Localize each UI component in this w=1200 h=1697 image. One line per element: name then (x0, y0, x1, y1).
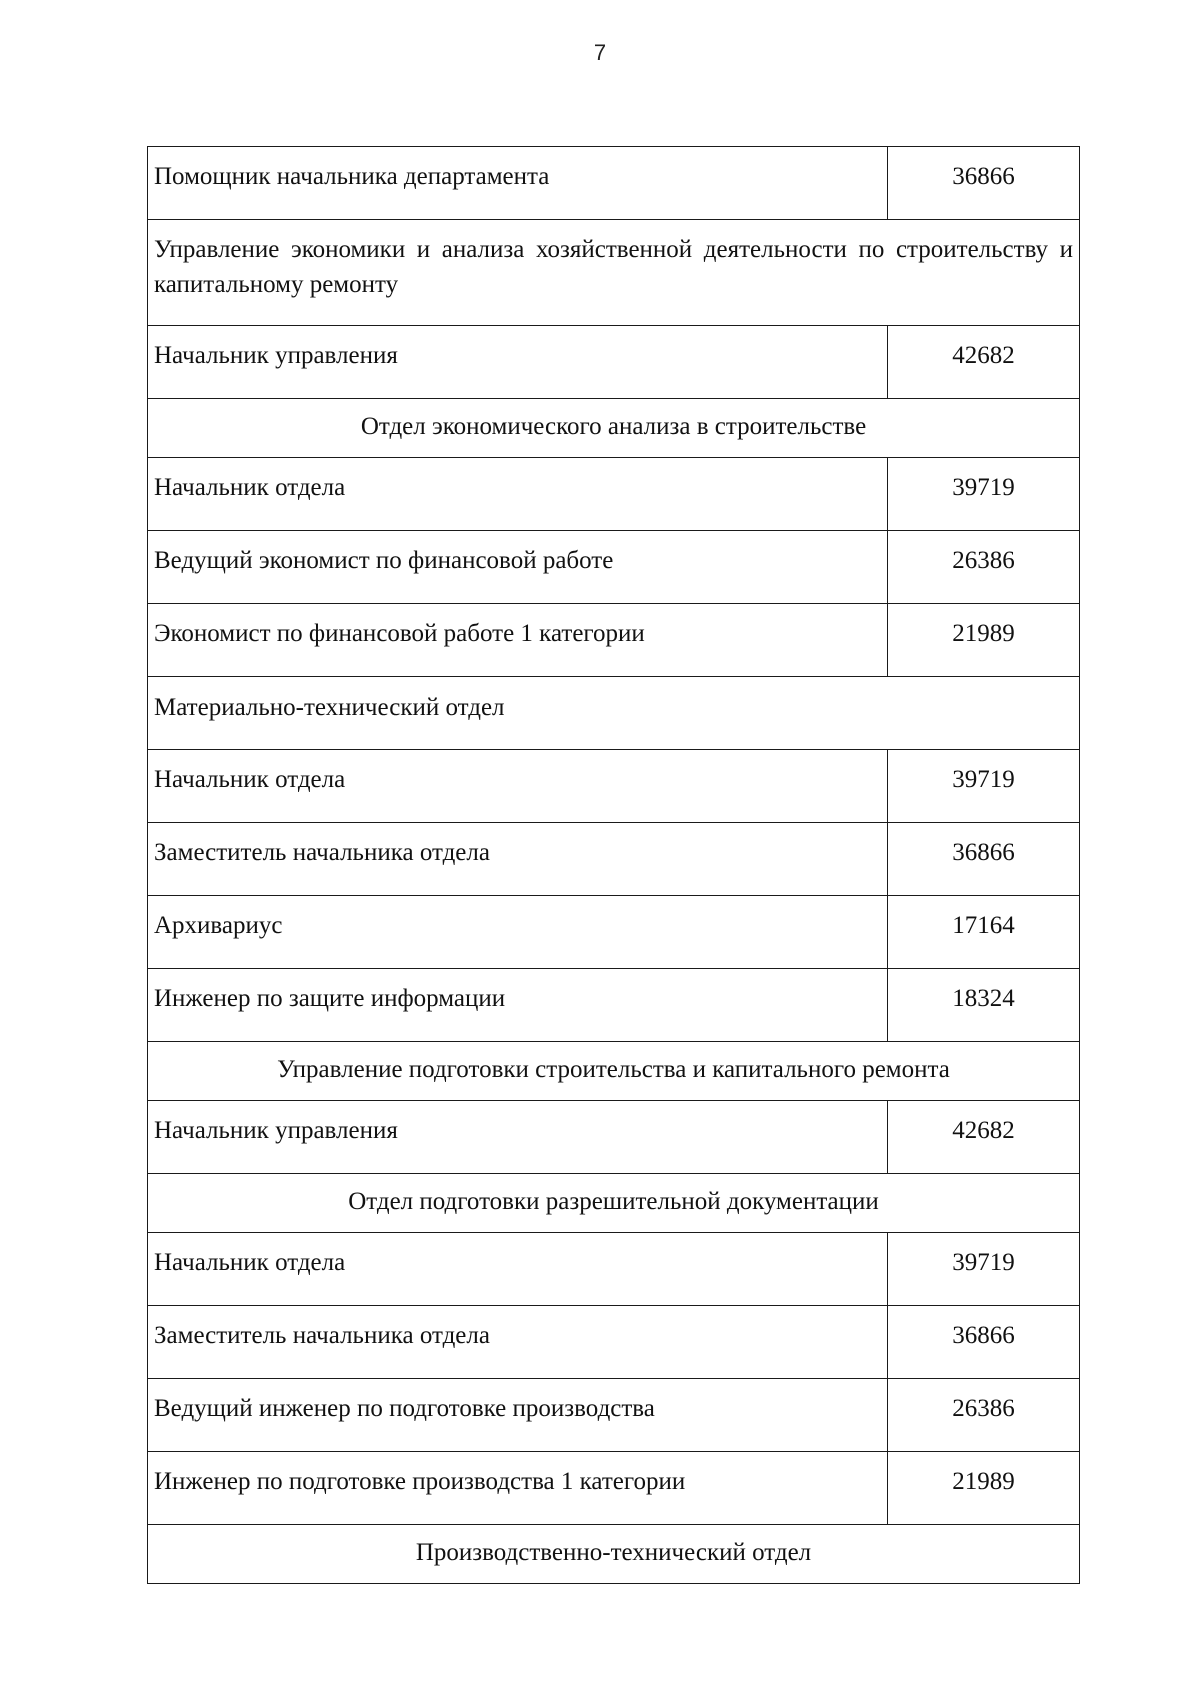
table-row (148, 896, 1080, 969)
table-row (148, 750, 1080, 823)
table-row (148, 531, 1080, 604)
position-salary: 39719 (888, 750, 1080, 823)
section-row (148, 677, 1080, 750)
section-row (148, 220, 1080, 326)
position-title: Заместитель начальника отдела (148, 823, 888, 896)
position-salary: 21989 (888, 604, 1080, 677)
position-salary: 21989 (888, 1452, 1080, 1525)
position-title: Ведущий экономист по финансовой работе (148, 531, 888, 604)
position-salary: 26386 (888, 1379, 1080, 1452)
position-title: Начальник отдела (148, 750, 888, 823)
section-title-text: Управление экономики и анализа хозяйственной деятельности по строительству и капитальному ремонту (154, 236, 1073, 298)
position-salary: 18324 (888, 969, 1080, 1042)
section-title: Материально-технический отдел (148, 677, 1080, 750)
position-title: Начальник управления (148, 326, 888, 399)
position-title: Начальник отдела (148, 458, 888, 531)
position-salary: 36866 (888, 147, 1080, 220)
position-title: Заместитель начальника отдела (148, 1306, 888, 1379)
section-row (148, 1525, 1080, 1584)
table-row (148, 823, 1080, 896)
section-row (148, 399, 1080, 458)
position-salary: 26386 (888, 531, 1080, 604)
table-row (148, 458, 1080, 531)
position-title: Экономист по финансовой работе 1 категории (148, 604, 888, 677)
position-title: Начальник управления (148, 1101, 888, 1174)
table-row (148, 1101, 1080, 1174)
table-row (148, 1233, 1080, 1306)
position-title: Начальник отдела (148, 1233, 888, 1306)
section-row (148, 1174, 1080, 1233)
position-salary: 39719 (888, 1233, 1080, 1306)
table-row (148, 969, 1080, 1042)
position-salary: 36866 (888, 1306, 1080, 1379)
position-salary: 36866 (888, 823, 1080, 896)
table-row (148, 1452, 1080, 1525)
section-title: Управление подготовки строительства и капитального ремонта (148, 1042, 1080, 1101)
table-row (148, 326, 1080, 399)
staff-salary-table (147, 146, 1080, 1584)
table-row (148, 1306, 1080, 1379)
table-row (148, 1379, 1080, 1452)
position-title: Архивариус (148, 896, 888, 969)
table-row (148, 147, 1080, 220)
section-title: Отдел подготовки разрешительной документации (148, 1174, 1080, 1233)
position-title: Помощник начальника департамента (148, 147, 888, 220)
section-title: Отдел экономического анализа в строительстве (148, 399, 1080, 458)
table-row (148, 604, 1080, 677)
position-title: Инженер по подготовке производства 1 категории (148, 1452, 888, 1525)
position-title: Ведущий инженер по подготовке производства (148, 1379, 888, 1452)
position-salary: 42682 (888, 1101, 1080, 1174)
position-title: Инженер по защите информации (148, 969, 888, 1042)
section-title (148, 220, 1080, 326)
position-salary: 17164 (888, 896, 1080, 969)
position-salary: 39719 (888, 458, 1080, 531)
page-number: 7 (593, 40, 607, 65)
section-row (148, 1042, 1080, 1101)
position-salary: 42682 (888, 326, 1080, 399)
section-title: Производственно-технический отдел (148, 1525, 1080, 1584)
